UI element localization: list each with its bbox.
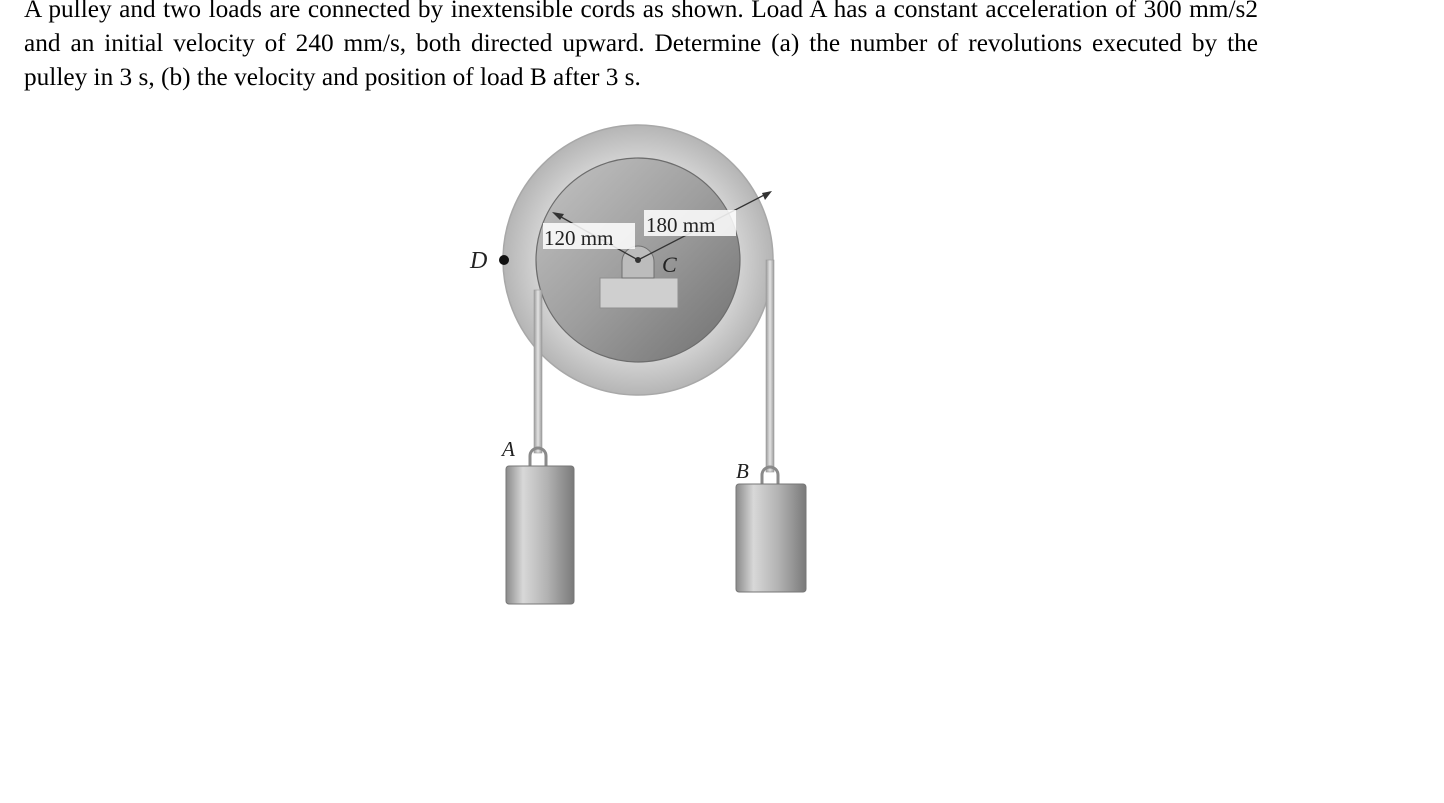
point-d-dot [499,255,509,265]
pulley-diagram [440,110,840,620]
load-a-label: A [502,437,515,461]
outer-radius-label: 180 mm [646,213,716,237]
cord-a [534,290,542,453]
load-a [506,466,574,604]
cord-b [766,260,774,472]
inner-radius-label: 120 mm [544,226,614,250]
problem-statement: A pulley and two loads are connected by inextensible cords as shown. Load A has a constant acceleration of 300 mm/s2 and an initial velocity of 240 mm/s, both directed upward. Determine (a) the number of revolutions executed by the pulley in 3 s, (b) the velocity and position of load B after 3 s. [24,0,1258,91]
load-b [736,484,806,592]
support-block [600,278,678,308]
point-d-label: D [470,248,488,274]
load-b-label: B [736,459,749,483]
outer-radius-arrowhead [762,191,772,200]
pulley-figure [440,110,840,620]
center-label: C [662,252,677,277]
